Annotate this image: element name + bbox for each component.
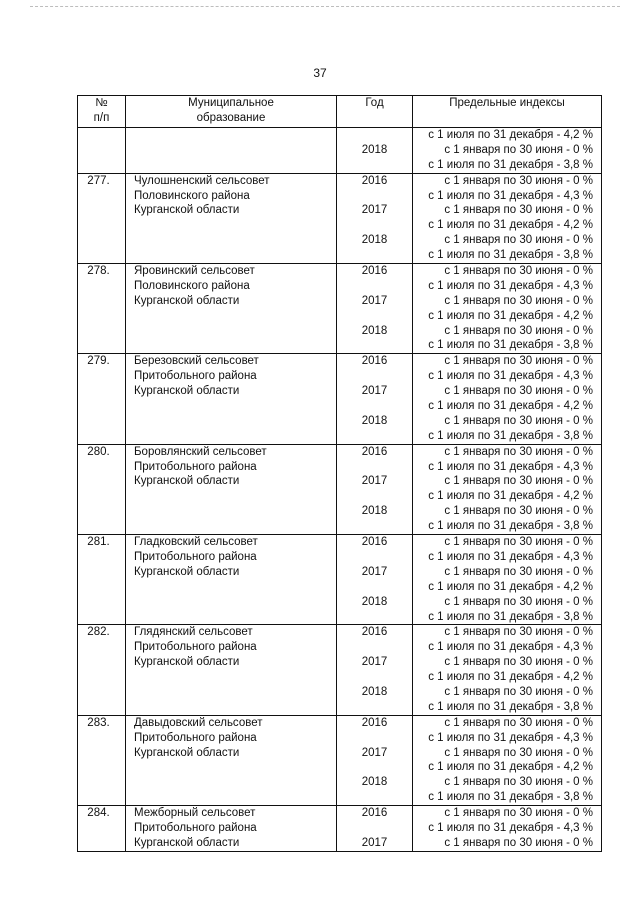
year-line: 2017 (361, 836, 388, 849)
header-num-line: п/п (93, 111, 110, 124)
index-line: с 1 июля по 31 декабря - 4,2 % (428, 219, 593, 232)
table-row (78, 715, 602, 805)
year-line (337, 821, 412, 836)
row-number: 283. (78, 715, 126, 805)
year-line: 2016 (361, 626, 388, 639)
index-line: с 1 июля по 31 декабря - 4,2 % (428, 761, 593, 774)
year-line: 2016 (361, 174, 388, 187)
row-indices (413, 173, 602, 263)
row-years (337, 173, 413, 263)
row-years (337, 264, 413, 354)
municipality-line: Курганской области (134, 294, 240, 307)
municipality-line: Курганской области (134, 565, 240, 578)
municipality-line: Половинского района (134, 279, 250, 292)
row-municipality (126, 625, 337, 715)
year-line (337, 399, 412, 414)
row-indices (413, 354, 602, 444)
row-municipality (126, 806, 337, 852)
index-line: с 1 июля по 31 декабря - 3,8 % (428, 610, 593, 623)
municipality-line: Половинского района (134, 189, 250, 202)
index-line: с 1 июля по 31 декабря - 4,2 % (428, 309, 593, 322)
year-line (337, 338, 412, 353)
year-line: 2016 (361, 445, 388, 458)
index-line: с 1 июля по 31 декабря - 4,3 % (428, 189, 593, 202)
index-line: с 1 января по 30 июня - 0 % (444, 234, 593, 247)
year-line: 2018 (361, 595, 388, 608)
year-line: 2018 (361, 414, 388, 427)
year-line (337, 640, 412, 655)
row-years (337, 444, 413, 534)
municipality-line: Курганской области (134, 204, 240, 217)
row-indices (413, 444, 602, 534)
year-line (337, 248, 412, 263)
index-line: с 1 января по 30 июня - 0 % (444, 807, 593, 820)
municipality-line: Курганской области (134, 475, 240, 488)
index-line: с 1 января по 30 июня - 0 % (444, 414, 593, 427)
municipality-line: Притобольного района (134, 370, 257, 383)
header-num (78, 96, 126, 128)
index-line: с 1 июля по 31 декабря - 4,3 % (428, 821, 593, 834)
municipality-line: Яровинский сельсовет (134, 265, 255, 278)
index-line: с 1 января по 30 июня - 0 % (444, 656, 593, 669)
table-row (78, 444, 602, 534)
municipality-line: Притобольного района (134, 460, 257, 473)
year-line: 2016 (361, 716, 388, 729)
year-line (337, 218, 412, 233)
municipality-line: Боровлянский сельсовет (134, 445, 267, 458)
row-municipality (126, 173, 337, 263)
year-line: 2018 (361, 143, 388, 156)
index-line: с 1 января по 30 июня - 0 % (444, 294, 593, 307)
index-line: с 1 июля по 31 декабря - 3,8 % (428, 520, 593, 533)
index-line: с 1 июля по 31 декабря - 4,3 % (428, 460, 593, 473)
index-line: с 1 июля по 31 декабря - 4,3 % (428, 731, 593, 744)
row-years (337, 715, 413, 805)
municipality-line: Курганской области (134, 385, 240, 398)
year-line: 2018 (361, 685, 388, 698)
index-line: с 1 января по 30 июня - 0 % (444, 716, 593, 729)
index-line: с 1 июля по 31 декабря - 4,2 % (428, 490, 593, 503)
year-line: 2016 (361, 536, 388, 549)
row-indices (413, 715, 602, 805)
year-line (337, 369, 412, 384)
municipality-line: Курганской области (134, 836, 240, 849)
row-number: 282. (78, 625, 126, 715)
municipality-line: Притобольного района (134, 641, 257, 654)
year-line: 2016 (361, 807, 388, 820)
row-number (78, 128, 126, 174)
header-indices-line: Предельные индексы (449, 97, 565, 109)
row-indices (413, 264, 602, 354)
index-line: с 1 июля по 31 декабря - 3,8 % (428, 791, 593, 804)
index-line: с 1 июля по 31 декабря - 4,3 % (428, 550, 593, 563)
table-row-continuation (78, 128, 602, 174)
row-indices (413, 806, 602, 852)
row-municipality (126, 444, 337, 534)
year-line: 2018 (361, 324, 388, 337)
year-line (337, 128, 412, 143)
scan-edge-line (30, 6, 620, 7)
year-line (337, 279, 412, 294)
year-line: 2018 (361, 234, 388, 247)
index-line: с 1 июля по 31 декабря - 3,8 % (428, 249, 593, 262)
municipality-line: Чулошненский сельсовет (134, 174, 270, 187)
year-line: 2018 (361, 505, 388, 518)
page-number: 37 (313, 66, 327, 80)
index-line: с 1 января по 30 июня - 0 % (444, 505, 593, 518)
municipality-line: Курганской области (134, 656, 240, 669)
municipality-line: Гладковский сельсовет (134, 536, 258, 549)
municipality-line: Притобольного района (134, 550, 257, 563)
year-line (337, 158, 412, 173)
index-line: с 1 июля по 31 декабря - 4,2 % (428, 129, 593, 141)
municipality-line: Давыдовский сельсовет (134, 716, 263, 729)
index-line: с 1 января по 30 июня - 0 % (444, 685, 593, 698)
year-line (337, 460, 412, 475)
index-line: с 1 января по 30 июня - 0 % (444, 174, 593, 187)
index-line: с 1 января по 30 июня - 0 % (444, 536, 593, 549)
index-line: с 1 января по 30 июня - 0 % (444, 746, 593, 759)
year-line (337, 519, 412, 534)
municipality-line: Притобольного района (134, 821, 257, 834)
header-municipality (126, 96, 337, 128)
row-number: 279. (78, 354, 126, 444)
header-indices (413, 96, 602, 128)
table-row (78, 354, 602, 444)
table-row (78, 625, 602, 715)
index-line: с 1 июля по 31 декабря - 4,3 % (428, 279, 593, 292)
year-line (337, 550, 412, 565)
header-year-line: Год (365, 97, 384, 109)
year-line (337, 790, 412, 805)
index-line: с 1 июля по 31 декабря - 4,2 % (428, 580, 593, 593)
tariff-index-table (77, 95, 602, 852)
index-line: с 1 января по 30 июня - 0 % (444, 445, 593, 458)
year-line: 2017 (361, 746, 388, 759)
index-line: с 1 июля по 31 декабря - 4,3 % (428, 641, 593, 654)
index-line: с 1 января по 30 июня - 0 % (444, 626, 593, 639)
table-row (78, 173, 602, 263)
table-row (78, 535, 602, 625)
index-line: с 1 января по 30 июня - 0 % (444, 355, 593, 368)
index-line: с 1 июля по 31 декабря - 4,3 % (428, 370, 593, 383)
row-municipality (126, 715, 337, 805)
year-line: 2016 (361, 355, 388, 368)
municipality-line: Глядянский сельсовет (134, 626, 253, 639)
year-line (337, 580, 412, 595)
index-line: с 1 января по 30 июня - 0 % (444, 565, 593, 578)
row-municipality (126, 264, 337, 354)
header-municipality-line: Муниципальное (188, 97, 274, 109)
municipality-line: Притобольного района (134, 731, 257, 744)
index-line: с 1 июля по 31 декабря - 4,2 % (428, 400, 593, 413)
row-municipality (126, 354, 337, 444)
year-line: 2017 (361, 385, 388, 398)
index-line: с 1 января по 30 июня - 0 % (444, 324, 593, 337)
year-line (337, 760, 412, 775)
row-number: 277. (78, 173, 126, 263)
table-header-row (78, 96, 602, 128)
index-line: с 1 января по 30 июня - 0 % (444, 595, 593, 608)
row-years (337, 128, 413, 174)
row-indices (413, 128, 602, 174)
index-line: с 1 января по 30 июня - 0 % (444, 265, 593, 278)
year-line (337, 610, 412, 625)
year-line: 2018 (361, 776, 388, 789)
year-line (337, 700, 412, 715)
row-years (337, 806, 413, 852)
index-line: с 1 января по 30 июня - 0 % (444, 776, 593, 789)
year-line: 2016 (361, 265, 388, 278)
year-line (337, 429, 412, 444)
index-line: с 1 июля по 31 декабря - 3,8 % (428, 700, 593, 713)
table-row (78, 806, 602, 852)
header-num-line: № (95, 97, 108, 109)
municipality-line: Курганской области (134, 746, 240, 759)
row-years (337, 535, 413, 625)
index-line: с 1 января по 30 июня - 0 % (444, 143, 593, 156)
table-body (78, 128, 602, 852)
year-line (337, 489, 412, 504)
row-indices (413, 535, 602, 625)
index-line: с 1 июля по 31 декабря - 3,8 % (428, 339, 593, 352)
municipality-line: Межборный сельсовет (134, 807, 256, 820)
header-year (337, 96, 413, 128)
row-years (337, 354, 413, 444)
row-number: 278. (78, 264, 126, 354)
row-number: 284. (78, 806, 126, 852)
year-line (337, 189, 412, 204)
year-line: 2017 (361, 565, 388, 578)
year-line (337, 309, 412, 324)
table-row (78, 264, 602, 354)
index-line: с 1 января по 30 июня - 0 % (444, 836, 593, 849)
index-line: с 1 января по 30 июня - 0 % (444, 204, 593, 217)
year-line (337, 670, 412, 685)
index-line: с 1 января по 30 июня - 0 % (444, 385, 593, 398)
header-municipality-line: образование (196, 111, 266, 124)
year-line: 2017 (361, 294, 388, 307)
year-line (337, 731, 412, 746)
row-municipality (126, 128, 337, 174)
year-line: 2017 (361, 656, 388, 669)
row-number: 280. (78, 444, 126, 534)
row-municipality (126, 535, 337, 625)
year-line: 2017 (361, 475, 388, 488)
row-years (337, 625, 413, 715)
municipality-line: Березовский сельсовет (134, 355, 259, 368)
row-number: 281. (78, 535, 126, 625)
index-line: с 1 января по 30 июня - 0 % (444, 475, 593, 488)
year-line: 2017 (361, 204, 388, 217)
row-indices (413, 625, 602, 715)
index-line: с 1 июля по 31 декабря - 3,8 % (428, 158, 593, 171)
index-line: с 1 июля по 31 декабря - 3,8 % (428, 429, 593, 442)
index-line: с 1 июля по 31 декабря - 4,2 % (428, 671, 593, 684)
